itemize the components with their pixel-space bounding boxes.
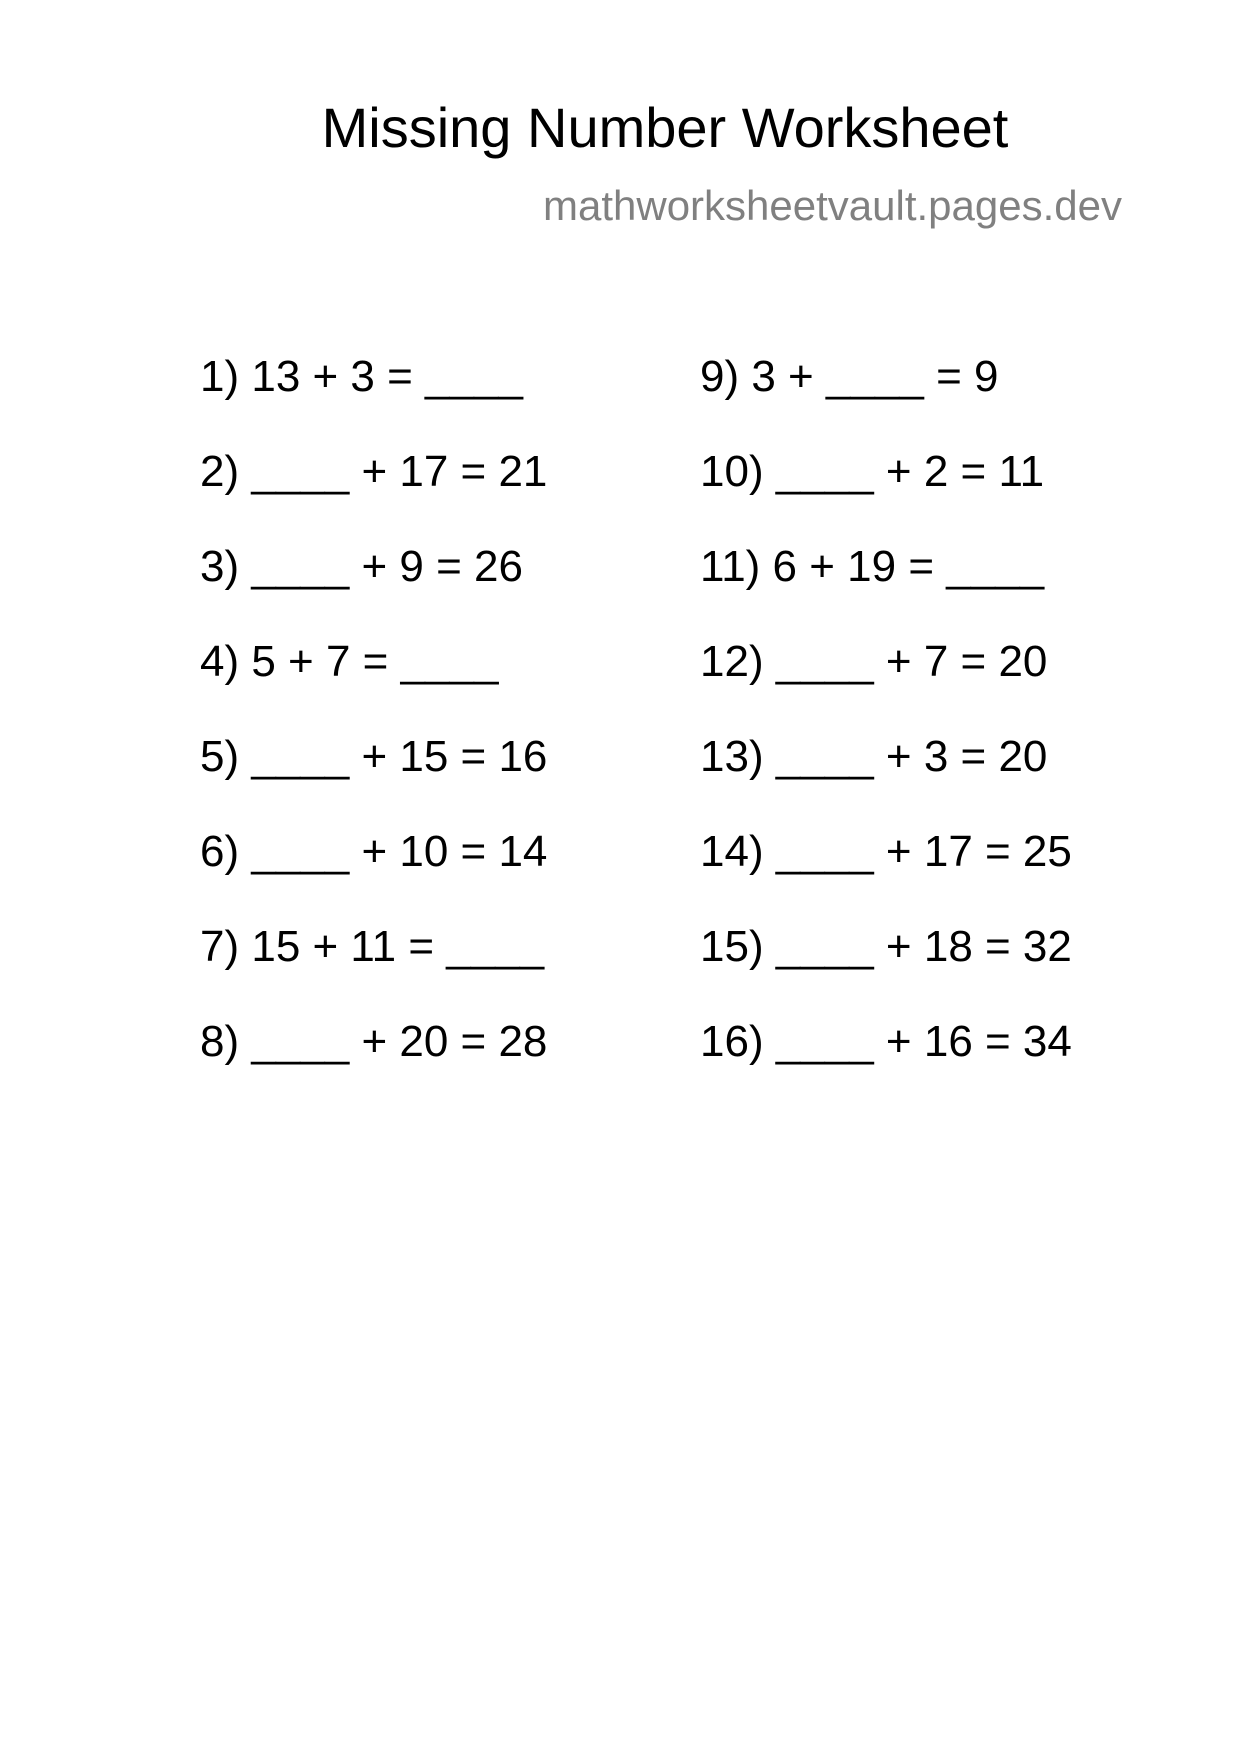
problem-item: 16) ____ + 16 = 34 <box>700 1017 1072 1066</box>
problem-item: 6) ____ + 10 = 14 <box>200 827 548 876</box>
problem-column-left <box>200 350 547 1110</box>
problem-item: 1) 13 + 3 = ____ <box>200 352 523 401</box>
problem-column-right <box>700 350 1072 1110</box>
problem-item: 7) 15 + 11 = ____ <box>200 922 545 971</box>
problem-item: 13) ____ + 3 = 20 <box>700 732 1048 781</box>
problem-item: 15) ____ + 18 = 32 <box>700 922 1072 971</box>
problem-item: 12) ____ + 7 = 20 <box>700 637 1048 686</box>
problem-item: 4) 5 + 7 = ____ <box>200 637 499 686</box>
problem-item: 10) ____ + 2 = 11 <box>700 447 1045 496</box>
problem-item: 9) 3 + ____ = 9 <box>700 352 999 401</box>
source-url: mathworksheetvault.pages.dev <box>543 182 1122 229</box>
problem-item: 11) 6 + 19 = ____ <box>700 542 1045 591</box>
problem-item: 3) ____ + 9 = 26 <box>200 542 523 591</box>
problem-item: 2) ____ + 17 = 21 <box>200 447 548 496</box>
problem-item: 14) ____ + 17 = 25 <box>700 827 1072 876</box>
worksheet-title: Missing Number Worksheet <box>321 96 1009 159</box>
problem-item: 8) ____ + 20 = 28 <box>200 1017 548 1066</box>
problem-item: 5) ____ + 15 = 16 <box>200 732 548 781</box>
